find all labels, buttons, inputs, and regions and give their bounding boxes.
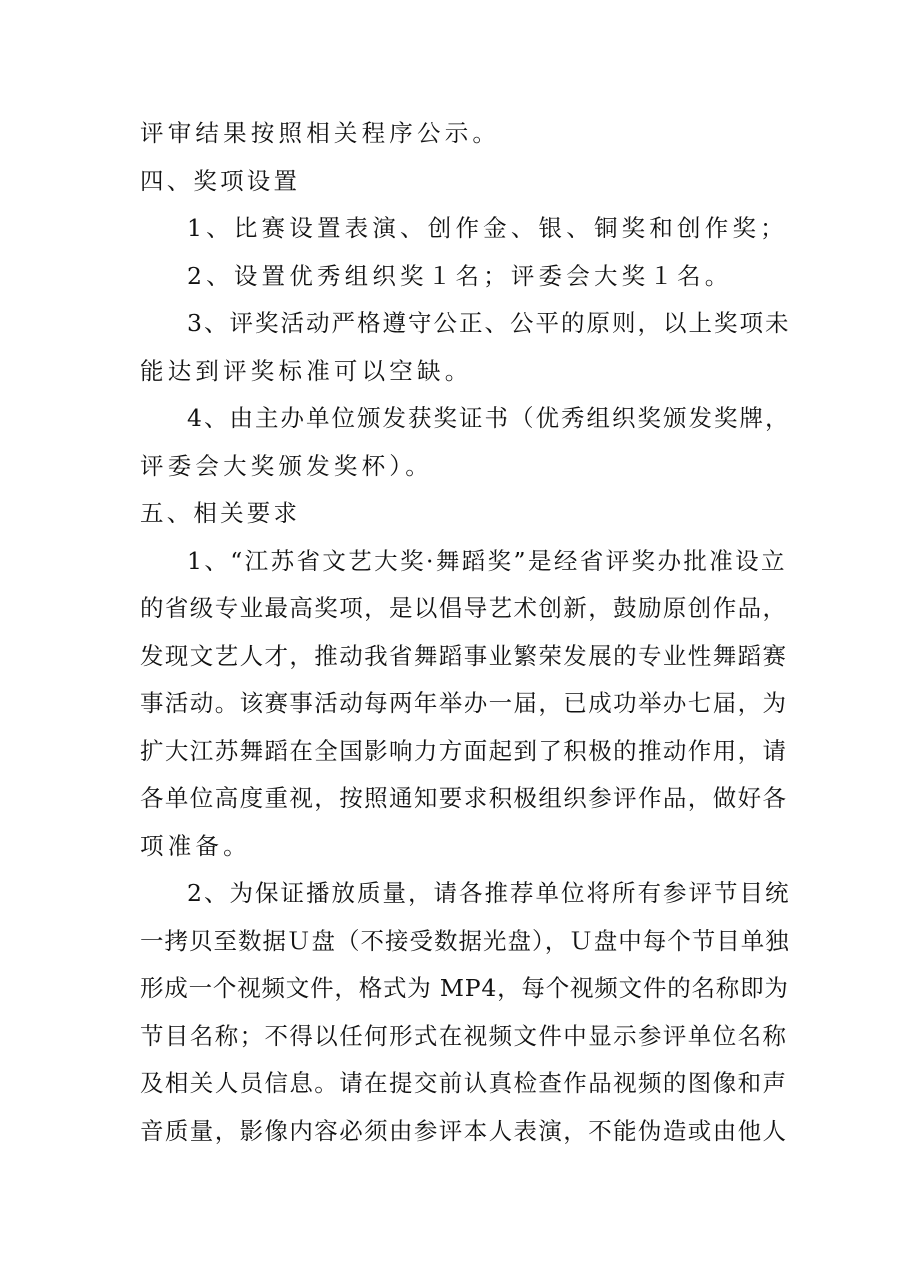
list-item-requirement-2: 2、为保证播放质量，请各推荐单位将所有参评节目统 — [187, 879, 791, 907]
list-item-award-1: 1、比赛设置表演、创作金、银、铜奖和创作奖； — [187, 214, 788, 242]
list-item-award-3: 3、评奖活动严格遵守公正、公平的原则，以上奖项未 — [187, 309, 791, 337]
paragraph-line: 节目名称；不得以任何形式在视频文件中显示参评单位名称 — [140, 1022, 788, 1050]
paragraph-line: 及相关人员信息。请在提交前认真检查作品视频的图像和声 — [140, 1069, 788, 1097]
paragraph-line: 发现文艺人才，推动我省舞蹈事业繁荣发展的专业性舞蹈赛 — [140, 642, 788, 670]
list-item-award-2: 2、设置优秀组织奖１名；评委会大奖１名。 — [187, 262, 733, 290]
paragraph-line: 能达到评奖标准可以空缺。 — [140, 357, 473, 385]
paragraph-line: 的省级专业最高奖项，是以倡导艺术创新，鼓励原创作品， — [140, 594, 788, 622]
paragraph-line: 评委会大奖颁发奖杯）。 — [140, 452, 433, 480]
paragraph-line: 项准备。 — [140, 832, 251, 860]
paragraph-line: 事活动。该赛事活动每两年举办一届，已成功举办七届，为 — [140, 689, 788, 717]
list-item-award-4: 4、由主办单位颁发获奖证书（优秀组织奖颁发奖牌， — [187, 404, 791, 432]
paragraph-line: 评审结果按照相关程序公示。 — [140, 119, 501, 147]
paragraph-line: 一拷贝至数据Ｕ盘（不接受数据光盘），Ｕ盘中每个节目单独 — [140, 927, 790, 955]
paragraph-line: 扩大江苏舞蹈在全国影响力方面起到了积极的推动作用，请 — [140, 737, 788, 765]
section-heading-awards: 四、奖项设置 — [140, 167, 301, 195]
paragraph-line: 各单位高度重视，按照通知要求积极组织参评作品，做好各 — [140, 784, 788, 812]
paragraph-line: 音质量，影像内容必须由参评本人表演，不能伪造或由他人 — [140, 1117, 788, 1145]
list-item-requirement-1: 1、“江苏省文艺大奖·舞蹈奖”是经省评奖办批准设立 — [187, 547, 787, 575]
paragraph-line: 形成一个视频文件，格式为 MP4，每个视频文件的名称即为 — [140, 974, 789, 1002]
section-heading-requirements: 五、相关要求 — [140, 499, 301, 527]
